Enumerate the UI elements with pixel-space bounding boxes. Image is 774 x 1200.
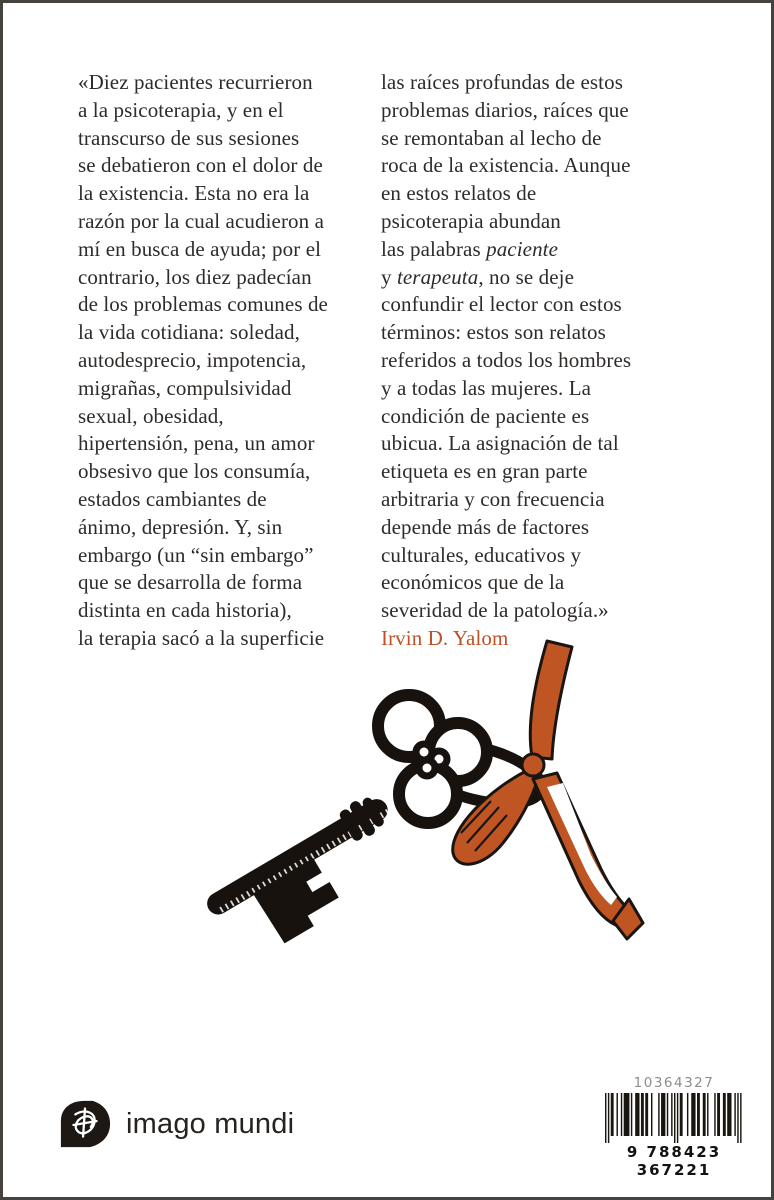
author-name: Irvin D. Yalom — [381, 625, 509, 650]
quote-line: y terapeuta, no se deje — [381, 264, 575, 289]
quote-line: «Diez pacientes recurrieron — [78, 70, 313, 94]
publisher-name: imago mundi — [126, 1107, 295, 1140]
quote-line: económicos que de la — [381, 570, 565, 595]
quote-line: condición de paciente es — [381, 403, 590, 428]
ribbon-icon — [453, 641, 643, 939]
quote-line: la vida cotidiana: soledad, — [78, 320, 300, 345]
quote-line: obsesivo que los consumía, — [78, 459, 311, 484]
quote-line: de los problemas comunes de — [78, 292, 328, 317]
quote-lines-right — [381, 69, 631, 625]
quote-line: problemas diarios, raíces que — [381, 97, 629, 122]
quote-line: y a todas las mujeres. La — [381, 375, 592, 400]
quote-line: sexual, obesidad, — [78, 403, 224, 428]
quote-line: psicoterapia abundan — [381, 208, 561, 233]
barcode-block — [599, 1075, 749, 1179]
quote-line: mí en busca de ayuda; por el — [78, 236, 322, 261]
imago-mundi-logo-icon — [58, 1099, 112, 1149]
quote-line: depende más de factores — [381, 514, 590, 539]
quote-column-right — [381, 69, 631, 653]
quote-line: que se desarrolla de forma — [78, 570, 303, 595]
quote-line: referidos a todos los hombres — [381, 347, 632, 372]
quote-line: términos: estos son relatos — [381, 320, 606, 345]
quote-line: severidad de la patología.» — [381, 598, 609, 623]
quote-line: roca de la existencia. Aunque — [381, 153, 631, 178]
quote-line: embargo (un “sin embargo” — [78, 542, 314, 567]
quote-line: culturales, educativos y — [381, 542, 582, 567]
quote-line: confundir el lector con estos — [381, 292, 622, 317]
quote-line: se remontaban al lecho de — [381, 125, 602, 150]
quote-column-left — [78, 69, 328, 653]
quote-line: ubicua. La asignación de tal — [381, 431, 619, 456]
quote-line: en estos relatos de — [381, 181, 537, 206]
quote-line: razón por la cual acudieron a — [78, 208, 325, 233]
quote-line: ánimo, depresión. Y, sin — [78, 514, 283, 539]
quote-line: distinta en cada historia), — [78, 598, 292, 623]
quote-line: arbitraria y con frecuencia — [381, 486, 605, 511]
quote-line: contrario, los diez padecían — [78, 264, 312, 289]
quote-line: se debatieron con el dolor de — [78, 153, 323, 178]
quote-line: hipertensión, pena, un amor — [78, 431, 315, 456]
quote-line: migrañas, compulsividad — [78, 375, 292, 400]
barcode-top-number: 10364327 — [633, 1075, 715, 1091]
quote-line: estados cambiantes de — [78, 486, 267, 511]
publisher-logo-row — [58, 1099, 294, 1149]
quote-line: transcurso de sus sesiones — [78, 125, 300, 150]
quote-line: a la psicoterapia, y en el — [78, 97, 284, 122]
quote-line: etiqueta es en gran parte — [381, 459, 588, 484]
key-ribbon-illustration — [181, 631, 653, 976]
barcode-isbn: 9 788423 367221 — [626, 1143, 722, 1179]
quote-line: la terapia sacó a la superficie — [78, 625, 325, 650]
quote-line: las raíces profundas de estos — [381, 70, 623, 94]
quote-line: las palabras paciente — [381, 236, 559, 261]
quote-line: autodesprecio, impotencia, — [78, 347, 307, 372]
quote-line: la existencia. Esta no era la — [78, 181, 310, 206]
barcode-bars — [605, 1093, 743, 1143]
